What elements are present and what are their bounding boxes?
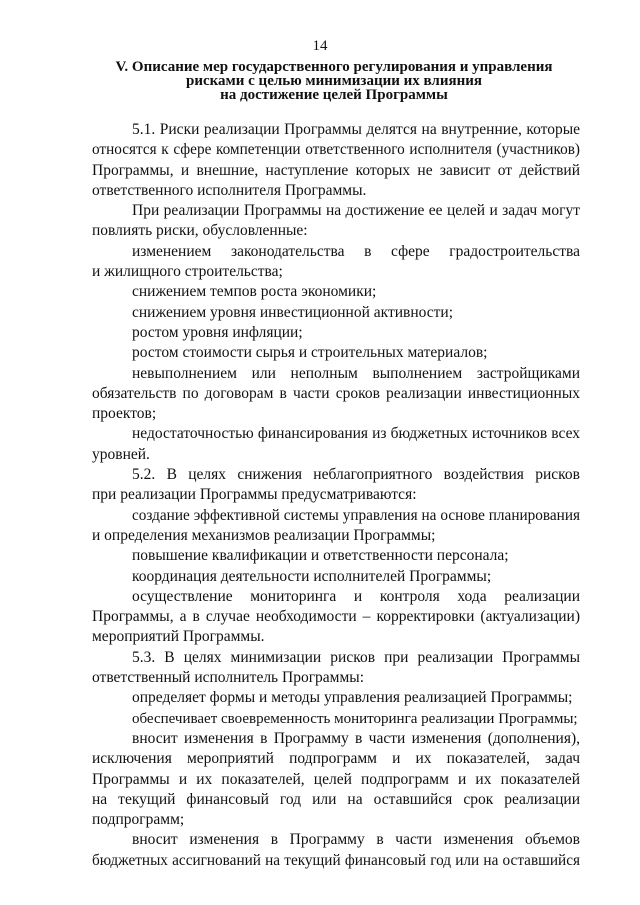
text-line: бюджетных ассигнований на текущий финансовый год или на оставшийся <box>92 851 580 869</box>
text-line: Программы, а в случае необходимости – корректировки (актуализации) <box>92 608 580 626</box>
section-heading-line-3: на достижение целей Программы <box>220 87 448 103</box>
text-line: изменением законодательства в сфере градостроительства <box>132 242 580 260</box>
text-line: осуществление мониторинга и контроля хода реализации <box>132 587 580 605</box>
text-line: ростом уровня инфляции; <box>132 323 303 341</box>
text-line: и определения механизмов реализации Программы; <box>92 526 436 544</box>
text-line: вносит изменения в Программу в части изменения объемов <box>132 831 580 849</box>
text-line: повлиять риски, обусловленные: <box>92 222 308 240</box>
text-line: ответственный исполнитель Программы: <box>92 669 365 687</box>
text-line: ответственного исполнителя Программы. <box>92 181 367 199</box>
text-line: уровней. <box>92 445 150 463</box>
text-line: обязательств по договорам в части сроков реализации инвестиционных <box>92 384 580 402</box>
text-line: снижением уровня инвестиционной активности; <box>132 303 454 321</box>
text-line: Программы и их показателей, целей подпрограмм и их показателей <box>92 770 580 788</box>
text-line: ростом стоимости сырья и строительных материалов; <box>132 344 488 362</box>
text-line: определяет формы и методы управления реализацией Программы; <box>132 689 573 707</box>
text-line: 5.3. В целях минимизации рисков при реализации Программы <box>132 648 580 666</box>
text-line: снижением темпов роста экономики; <box>132 283 377 301</box>
text-line: и жилищного строительства; <box>92 263 283 281</box>
text-line: координация деятельности исполнителей Программы; <box>132 567 492 585</box>
text-line: исключения мероприятий подпрограмм и их показателей, задач <box>92 750 580 768</box>
text-line: невыполнением или неполным выполнением застройщиками <box>132 364 580 382</box>
body-text <box>92 120 580 871</box>
text-line: проектов; <box>92 405 157 423</box>
text-line: обеспечивает своевременность мониторинга реализации Программы; <box>132 710 578 727</box>
section-heading <box>90 60 578 102</box>
text-line: 5.2. В целях снижения неблагоприятного воздействия рисков <box>132 466 580 484</box>
text-line: мероприятий Программы. <box>92 628 265 646</box>
text-line: подпрограмм; <box>92 811 185 829</box>
text-line: повышение квалификации и ответственности персонала; <box>132 547 509 565</box>
section-heading-line-2: рисками с целью минимизации их влияния <box>185 73 482 89</box>
text-line: Программы, и внешние, наступление которых не зависит от действий <box>92 161 580 179</box>
text-line: При реализации Программы на достижение ее целей и задач могут <box>132 202 580 220</box>
text-line: создание эффективной системы управления на основе планирования <box>132 506 580 524</box>
page-number: 14 <box>312 38 328 54</box>
text-line: недостаточностью финансирования из бюджетных источников всех <box>132 425 580 443</box>
text-line: на текущий финансовый год или на оставшийся срок реализации <box>92 790 580 808</box>
text-line: относятся к сфере компетенции ответственного исполнителя (участников) <box>92 141 580 159</box>
text-line: 5.1. Риски реализации Программы делятся на внутренние, которые <box>132 121 580 138</box>
text-line: при реализации Программы предусматриваются: <box>92 486 417 504</box>
text-line: вносит изменения в Программу в части изменения (дополнения), <box>132 729 580 747</box>
section-heading-line-1: V. Описание мер государственного регулирования и управления <box>115 59 553 75</box>
